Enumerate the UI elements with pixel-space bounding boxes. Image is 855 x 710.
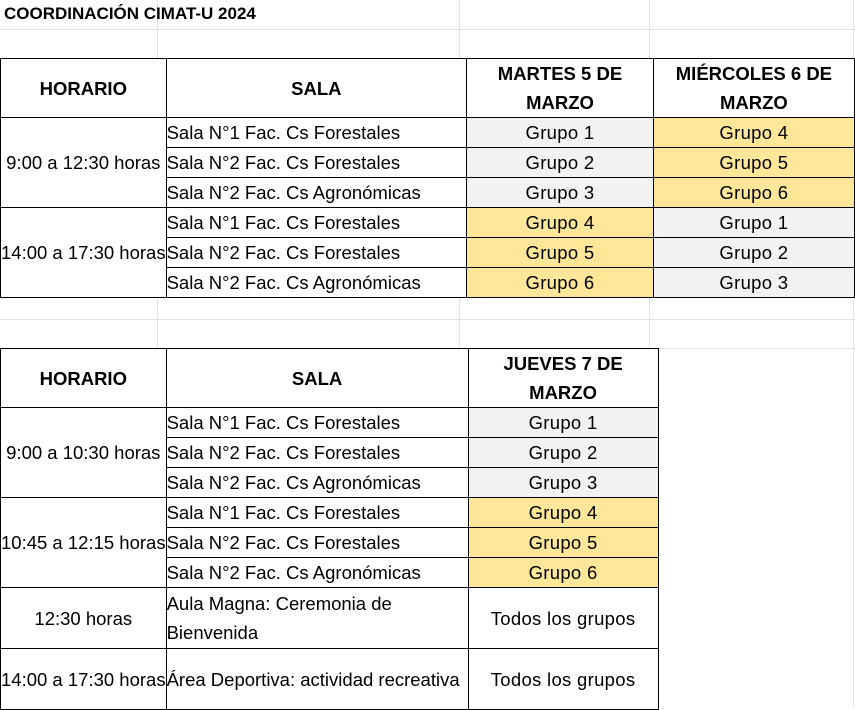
room-cell: Sala N°1 Fac. Cs Forestales — [166, 208, 467, 238]
time-slot: 14:00 a 17:30 horas — [1, 649, 167, 710]
header-row — [1, 349, 659, 408]
header-sala: SALA — [166, 349, 468, 408]
room-cell: Sala N°2 Fac. Cs Forestales — [166, 438, 468, 468]
time-slot: 12:30 horas — [1, 588, 167, 649]
group-cell: Grupo 3 — [468, 468, 658, 498]
header-day-2: MIÉRCOLES 6 DE MARZO — [653, 59, 854, 118]
room-cell: Sala N°1 Fac. Cs Forestales — [166, 408, 468, 438]
group-cell: Grupo 2 — [467, 148, 654, 178]
header-horario: HORARIO — [1, 59, 167, 118]
group-cell: Grupo 5 — [467, 238, 654, 268]
room-cell: Sala N°2 Fac. Cs Forestales — [166, 238, 467, 268]
table-row — [1, 588, 659, 649]
time-slot: 9:00 a 12:30 horas — [1, 118, 167, 208]
grid-line — [0, 29, 855, 30]
header-horario: HORARIO — [1, 349, 167, 408]
table-row — [1, 408, 659, 438]
room-cell: Sala N°1 Fac. Cs Forestales — [166, 498, 468, 528]
time-slot: 9:00 a 10:30 horas — [1, 408, 167, 498]
room-cell: Sala N°2 Fac. Cs Agronómicas — [166, 558, 468, 588]
header-row — [1, 59, 855, 118]
table-row — [1, 208, 855, 238]
room-cell: Sala N°2 Fac. Cs Agronómicas — [166, 268, 467, 298]
header-day-3: JUEVES 7 DE MARZO — [468, 349, 658, 408]
group-cell: Grupo 5 — [653, 148, 854, 178]
group-cell: Grupo 6 — [467, 268, 654, 298]
table-row — [1, 498, 659, 528]
group-cell: Grupo 4 — [653, 118, 854, 148]
group-cell: Grupo 1 — [468, 408, 658, 438]
time-slot: 10:45 a 12:15 horas — [1, 498, 167, 588]
header-day-1: MARTES 5 DE MARZO — [467, 59, 654, 118]
room-cell: Aula Magna: Ceremonia de Bienvenida — [166, 588, 468, 649]
group-cell: Grupo 2 — [468, 438, 658, 468]
group-cell: Todos los grupos — [468, 588, 658, 649]
schedule-table-2 — [0, 348, 659, 710]
time-slot: 14:00 a 17:30 horas — [1, 208, 167, 298]
group-cell: Grupo 1 — [467, 118, 654, 148]
group-cell: Grupo 4 — [468, 498, 658, 528]
group-cell: Todos los grupos — [468, 649, 658, 710]
table-row — [1, 118, 855, 148]
group-cell: Grupo 5 — [468, 528, 658, 558]
room-cell: Sala N°2 Fac. Cs Forestales — [166, 528, 468, 558]
group-cell: Grupo 3 — [653, 268, 854, 298]
schedule-table-1 — [0, 58, 855, 298]
grid-line — [0, 319, 855, 320]
room-cell: Sala N°2 Fac. Cs Forestales — [166, 148, 467, 178]
group-cell: Grupo 3 — [467, 178, 654, 208]
group-cell: Grupo 4 — [467, 208, 654, 238]
header-sala: SALA — [166, 59, 467, 118]
group-cell: Grupo 6 — [468, 558, 658, 588]
room-cell: Área Deportiva: actividad recreativa — [166, 649, 468, 710]
room-cell: Sala N°1 Fac. Cs Forestales — [166, 118, 467, 148]
room-cell: Sala N°2 Fac. Cs Agronómicas — [166, 178, 467, 208]
room-cell: Sala N°2 Fac. Cs Agronómicas — [166, 468, 468, 498]
group-cell: Grupo 1 — [653, 208, 854, 238]
group-cell: Grupo 2 — [653, 238, 854, 268]
sheet-title: COORDINACIÓN CIMAT-U 2024 — [4, 4, 256, 23]
table-row — [1, 649, 659, 710]
group-cell: Grupo 6 — [653, 178, 854, 208]
